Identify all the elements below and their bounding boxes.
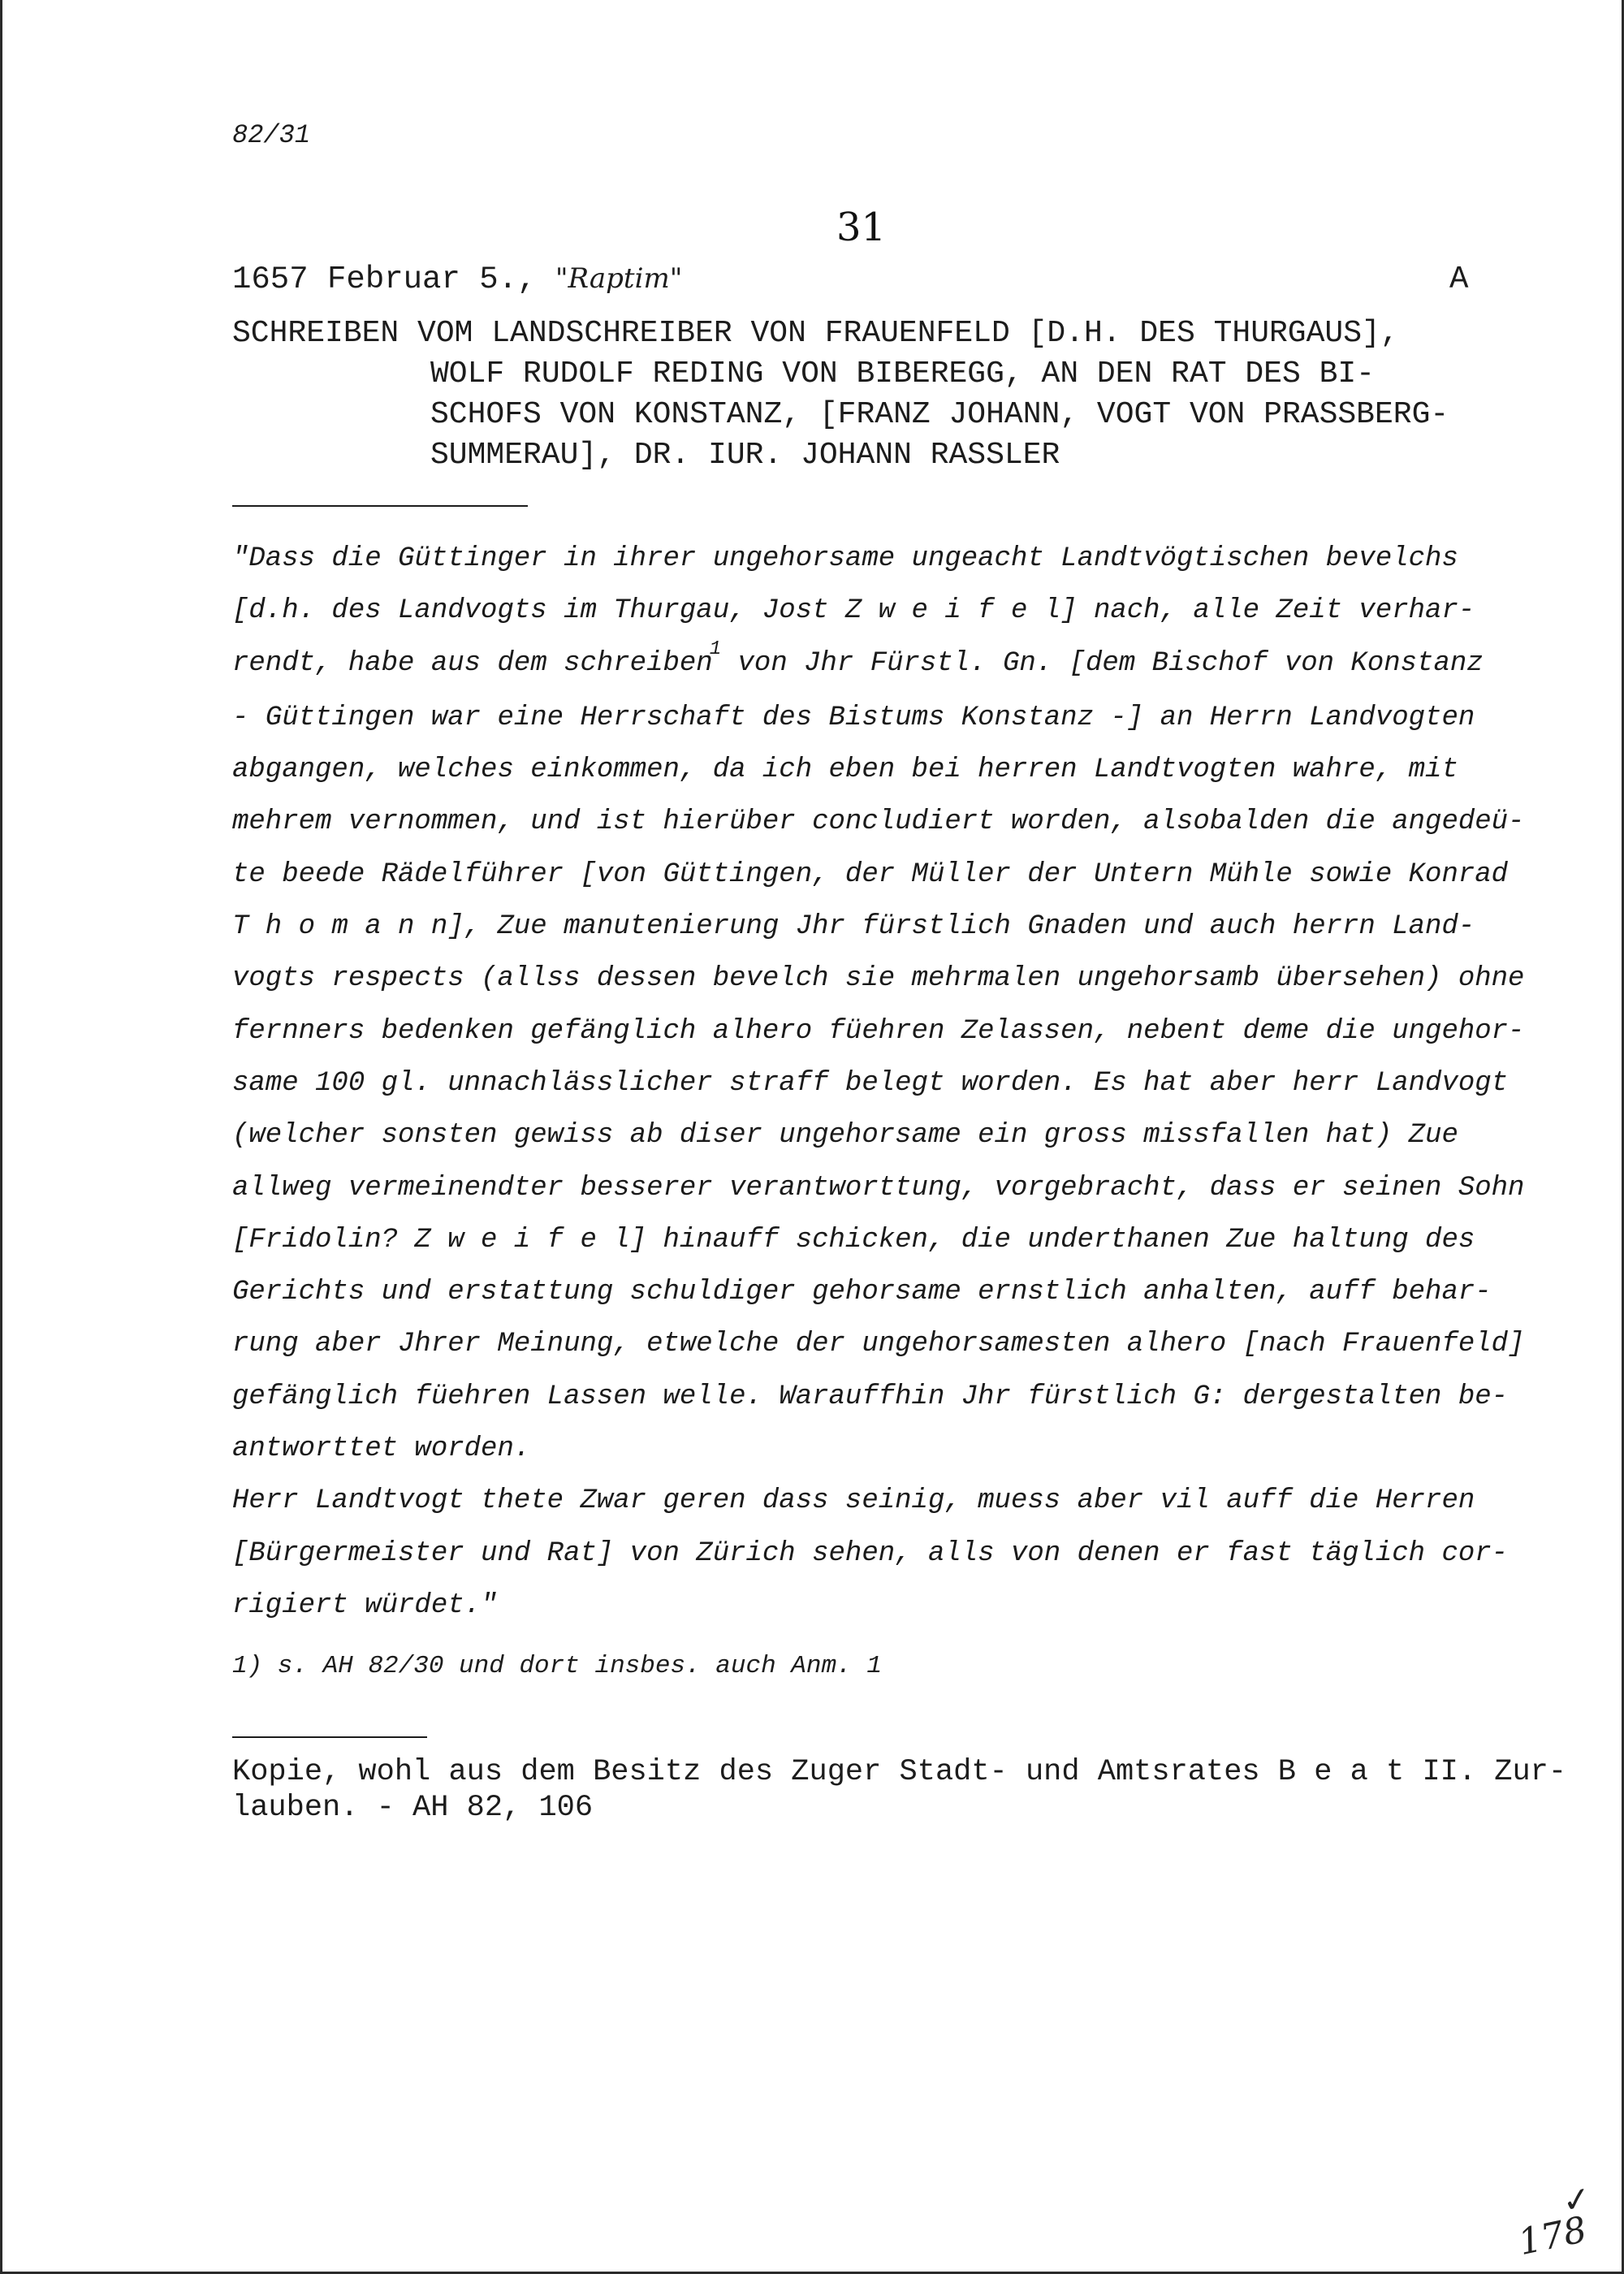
- quote-line: [d.h. des Landvogts im Thurgau, Jost Z w e i f e l] nach, alle Zeit verhar-: [232, 595, 1475, 627]
- quote-line: gefänglich füehren Lassen welle. Warauffhin Jhr fürstlich G: dergestalten be-: [232, 1381, 1509, 1412]
- document-number: 31: [836, 205, 887, 250]
- title-line: SCHREIBEN VOM LANDSCHREIBER VON FRAUENFELD [D.H. DES THURGAUS],: [232, 316, 1399, 351]
- quote-line-text: rendt, habe aus dem schreiben: [232, 647, 713, 679]
- quote-line: mehrem vernommen, und ist hierüber concludiert worden, alsobalden die angedeü-: [232, 806, 1525, 838]
- source-note-line: lauben. - AH 82, 106: [232, 1791, 594, 1825]
- quote-line: rung aber Jhrer Meinung, etwelche der ungehorsamesten alhero [nach Frauenfeld]: [232, 1329, 1525, 1360]
- quoted-letter-text: [232, 533, 1524, 1632]
- separator-rule: [232, 1736, 427, 1738]
- quote-line: T h o m a n n], Zue manutenierung Jhr fürstlich Gnaden und auch herrn Land-: [232, 911, 1475, 943]
- date-text: 1657 Februar 5.,: [232, 262, 537, 297]
- source-note-line: Kopie, wohl aus dem Besitz des Zuger Stadt- und Amtsrates B e a t II. Zur-: [232, 1755, 1567, 1789]
- quote-line: same 100 gl. unnachlässlicher straff belegt worden. Es hat aber herr Landvogt: [232, 1067, 1509, 1099]
- quote-line: Gerichts und erstattung schuldiger gehorsame ernstlich anhalten, auff behar-: [232, 1277, 1492, 1308]
- quote-line: rigiert würdet.": [232, 1589, 498, 1621]
- classification-letter: A: [1449, 262, 1469, 297]
- quote-line: abgangen, welches einkommen, da ich eben bei herren Landtvogten wahre, mit: [232, 754, 1458, 786]
- quote-line: [Fridolin? Z w e i f e l] hinauff schicken, die underthanen Zue haltung des: [232, 1224, 1475, 1256]
- title-line: WOLF RUDOLF REDING VON BIBEREGG, AN DEN RAT DES BI-: [430, 357, 1375, 391]
- title-line: SCHOFS VON KONSTANZ, [FRANZ JOHANN, VOGT VON PRASSBERG-: [430, 397, 1449, 432]
- separator-rule: [232, 505, 528, 507]
- handwritten-checkmark-icon: ✓: [1559, 2177, 1594, 2222]
- quote-line: "Dass die Güttinger in ihrer ungehorsame ungeacht Landtvögtischen bevelchs: [232, 543, 1458, 574]
- quote-line: (welcher sonsten gewiss ab diser ungehorsame ein gross missfallen hat) Zue: [232, 1120, 1458, 1152]
- quote-line: [232, 638, 1524, 692]
- quote-line: fernners bedenken gefänglich alhero füehren Zelassen, nebent deme die ungehor-: [232, 1015, 1525, 1047]
- footnote: 1) s. AH 82/30 und dort insbes. auch Anm. 1: [232, 1652, 882, 1680]
- footnote-marker: 1: [709, 638, 722, 660]
- source-note: [232, 1754, 1566, 1826]
- quote-line: [Bürgermeister und Rat] von Zürich sehen, alls von denen er fast täglich cor-: [232, 1537, 1509, 1569]
- quote-line: Herr Landtvogt thete Zwar geren dass seinig, muess aber vil auff die Herren: [232, 1485, 1475, 1517]
- quote-line-text: von Jhr Fürstl. Gn. [dem Bischof von Konstanz: [721, 647, 1484, 679]
- archive-reference: 82/31: [232, 120, 311, 150]
- date-qualifier: "Raptim": [555, 262, 683, 295]
- title-line: SUMMERAU], DR. IUR. JOHANN RASSLER: [430, 438, 1060, 473]
- document-title: [232, 313, 1449, 476]
- date-line: [232, 262, 682, 297]
- quote-line: te beede Rädelführer [von Güttingen, der Müller der Untern Mühle sowie Konrad: [232, 858, 1509, 890]
- quote-line: antworttet worden.: [232, 1433, 531, 1465]
- quote-line: allweg vermeinendter besserer verantworttung, vorgebracht, dass er seinen Sohn: [232, 1172, 1525, 1204]
- quote-line: - Güttingen war eine Herrschaft des Bistums Konstanz -] an Herrn Landvogten: [232, 702, 1475, 733]
- quote-line: vogts respects (allss dessen bevelch sie mehrmalen ungehorsamb übersehen) ohne: [232, 963, 1525, 995]
- handwritten-folio-number: 178: [1514, 2208, 1591, 2264]
